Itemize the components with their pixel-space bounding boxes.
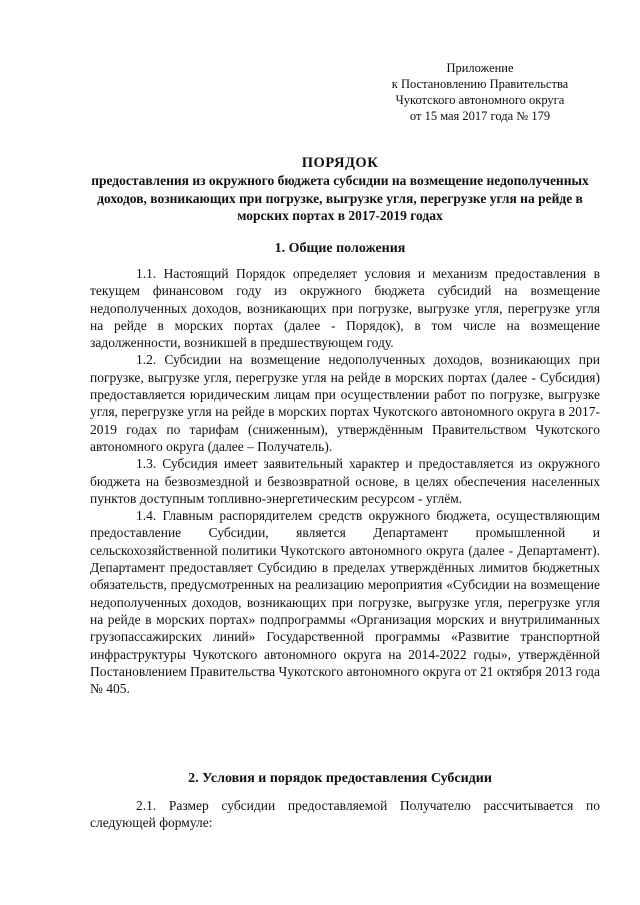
appendix-label: Приложение (446, 61, 514, 75)
paragraph-2-1: 2.1. Размер субсидии предоставляемой Получателю рассчитывается по следующей формуле: (90, 798, 600, 831)
section-body-general-provisions (90, 265, 600, 697)
appendix-date-number: от 15 мая 2017 года № 179 (409, 109, 551, 123)
document-title: ПОРЯДОК (301, 155, 379, 171)
appendix-region: Чукотского автономного округа (395, 93, 565, 107)
paragraph-1-4: 1.4. Главным распорядителем средств окружного бюджета, осуществляющим предоставление Субсидии, является Департамент промышленной и сельскохозяйственной политики Чукотского автономного округа (далее - Департамент). Департамент предоставляет Субсидию в пределах утверждённых лимитов бюджетных обязательств, предусмотренных на реализацию мероприятия «Субсидии на возмещение недополученных доходов, возникающих при погрузке, выгрузке угля, перегрузке угля на рейде в морских портах» подпрограммы «Организация морских и внутрилиманных грузопассажирских линий» Государственной программы «Развитие транспортной инфраструктуры Чукотского автономного округа на 2014-2022 годы», утверждённой Постановлением Правительства Чукотского автономного округа от 21 октября 2013 года № 405. (90, 508, 600, 697)
appendix-resolution: к Постановлению Правительства (391, 77, 569, 91)
section-heading-conditions: 2. Условия и порядок предоставления Субсидии (188, 771, 492, 786)
document-subtitle: предоставления из окружного бюджета субсидии на возмещение недополученных доходов, возникающих при погрузке, выгрузке угля, перегрузке угля на рейде в морских портах в 2017-2019 годах (91, 173, 589, 223)
section-body-conditions (90, 797, 600, 832)
paragraph-1-2: 1.2. Субсидии на возмещение недополученных доходов, возникающих при погрузке, выгрузке угля, перегрузке угля на рейде в морских портах (далее - Субсидия) предоставляется юридическим лицам при осуществлении работ по погрузке, выгрузке угля, перегрузке угля на рейде в морских портах Чукотского автономного округа в 2017-2019 годах по тарифам (сниженным), утверждённым Правительством Чукотского автономного округа (далее – Получатель). (90, 352, 600, 454)
document-title-block (90, 154, 590, 225)
appendix-header (350, 60, 610, 124)
paragraph-1-3: 1.3. Субсидия имеет заявительный характер и предоставляется из окружного бюджета на безвозмездной и безвозвратной основе, в целях обеспечения населенных пунктов доступным топливно-энергетическим ресурсом - углём. (90, 456, 600, 506)
paragraph-1-1: 1.1. Настоящий Порядок определяет условия и механизм предоставления в текущем финансовом году из окружного бюджета субсидий на возмещение недополученных доходов, возникающих при погрузке, выгрузке угля, перегрузке угля на рейде в морских портах (далее - Порядок), в том числе на возмещение задолженности, возникшей в предшествующем году. (90, 266, 600, 351)
section-heading-general-provisions: 1. Общие положения (274, 241, 406, 256)
